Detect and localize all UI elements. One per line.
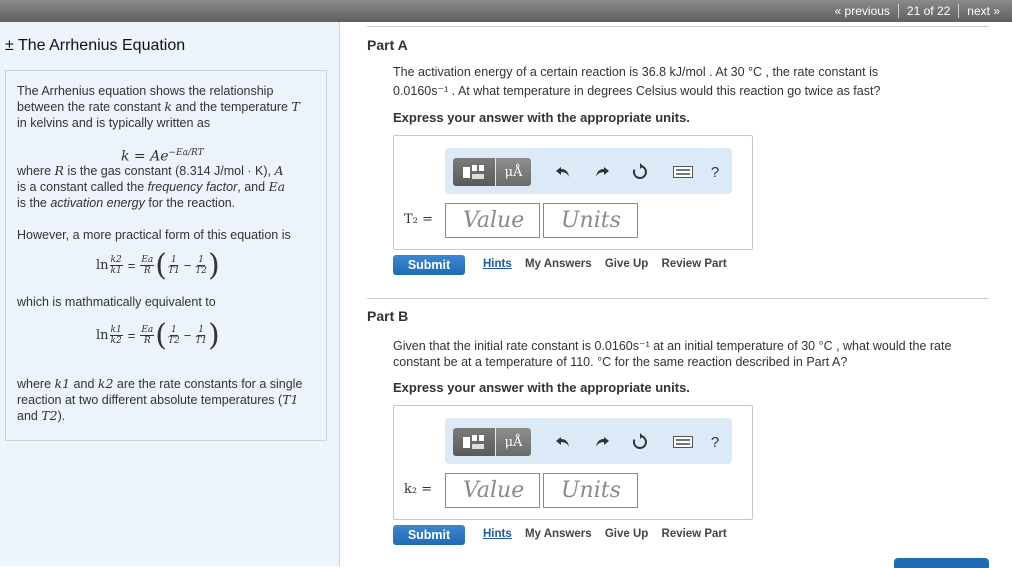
part-b-instructions: Express your answer with the appropriate units. <box>393 380 690 395</box>
continue-button-edge[interactable] <box>894 558 989 568</box>
templates-button[interactable] <box>453 158 495 186</box>
templates-button[interactable] <box>453 428 495 456</box>
submit-button[interactable]: Submit <box>393 525 465 545</box>
reset-icon[interactable] <box>629 428 651 456</box>
pager <box>827 2 1008 20</box>
value-input[interactable]: Value <box>445 203 540 238</box>
arrhenius-info-box <box>5 70 327 441</box>
info-line: and T2). <box>17 408 66 423</box>
part-b-question-line: constant be at a temperature of 110. °C for the same reaction described in Part A? <box>393 355 848 369</box>
give-up-link[interactable]: Give Up <box>604 528 649 540</box>
info-line: is a constant called the frequency factor, and Ea <box>17 179 286 194</box>
part-b-question-line: Given that the initial rate constant is 0.0160s⁻¹ at an initial temperature of 30 °C , what would the rate <box>393 339 952 353</box>
help-icon[interactable]: ? <box>710 433 720 451</box>
reset-icon[interactable] <box>629 158 651 186</box>
units-symbols-button[interactable]: μÅ <box>496 158 531 186</box>
my-answers-link[interactable]: My Answers <box>524 258 592 270</box>
submit-button[interactable]: Submit <box>393 255 465 275</box>
help-icon[interactable]: ? <box>710 163 720 181</box>
keyboard-icon[interactable] <box>672 158 694 186</box>
redo-icon[interactable] <box>592 428 612 456</box>
part-a-question-line: The activation energy of a certain reaction is 36.8 kJ/mol . At 30 °C , the rate constant is <box>393 65 879 79</box>
part-a-answer-box <box>393 135 753 250</box>
part-b-title: Part B <box>367 308 409 324</box>
value-input[interactable]: Value <box>445 473 540 508</box>
divider <box>367 26 989 27</box>
info-line: where k1 and k2 are the rate constants for a single <box>17 376 303 391</box>
part-b-actions <box>483 528 737 540</box>
undo-icon[interactable] <box>553 158 573 186</box>
part-a-title: Part A <box>367 37 408 53</box>
info-line: where R is the gas constant (8.314 J/mol · K), A <box>17 163 284 178</box>
units-input[interactable]: Units <box>543 473 638 508</box>
hints-link[interactable]: Hints <box>483 528 512 540</box>
review-part-link[interactable]: Review Part <box>661 258 727 270</box>
give-up-link[interactable]: Give Up <box>604 258 649 270</box>
my-answers-link[interactable]: My Answers <box>524 528 592 540</box>
templates-icon <box>461 163 487 181</box>
sidebar <box>0 22 340 566</box>
top-navigation-bar <box>0 0 1012 22</box>
part-a-actions <box>483 258 737 270</box>
math-toolbar <box>445 148 732 194</box>
divider <box>367 298 989 299</box>
answer-variable-label: T₂ = <box>404 212 433 227</box>
info-line: between the rate constant k and the temperature T <box>17 99 300 114</box>
two-point-equation: ln $\frac{k2}{k1}$ = $\frac{Ea}{R}$ ( $\frac{1}{T1}$ − $\frac{1}{T2}$ ) <box>96 247 220 283</box>
page-position: 21 of 22 <box>906 4 951 18</box>
part-a-instructions: Express your answer with the appropriate units. <box>393 110 690 125</box>
sidebar-title[interactable]: ± The Arrhenius Equation <box>5 37 186 54</box>
next-link[interactable]: next » <box>967 4 1000 18</box>
part-b-answer-box <box>393 405 753 520</box>
keyboard-icon[interactable] <box>672 428 694 456</box>
templates-icon <box>461 433 487 451</box>
info-line: reaction at two different absolute temperatures (T1 <box>17 392 299 407</box>
undo-icon[interactable] <box>553 428 573 456</box>
hints-link[interactable]: Hints <box>483 258 512 270</box>
math-toolbar <box>445 418 732 464</box>
part-a-question-line: 0.0160s⁻¹ . At what temperature in degrees Celsius would this reaction go twice as fast? <box>393 84 881 98</box>
answer-variable-label: k₂ = <box>404 482 433 497</box>
info-line: in kelvins and is typically written as <box>17 116 211 130</box>
info-line: The Arrhenius equation shows the relationship <box>17 84 274 98</box>
info-line: which is mathmatically equivalent to <box>17 295 216 309</box>
review-part-link[interactable]: Review Part <box>661 528 727 540</box>
info-line: is the activation energy for the reaction. <box>17 196 236 210</box>
units-symbols-button[interactable]: μÅ <box>496 428 531 456</box>
info-line: However, a more practical form of this equation is <box>17 228 291 242</box>
units-input[interactable]: Units <box>543 203 638 238</box>
arrhenius-equation: $k = Ae^{-Ea/RT}$ <box>121 148 204 165</box>
redo-icon[interactable] <box>592 158 612 186</box>
equivalent-equation: ln $\frac{k1}{k2}$ = $\frac{Ea}{R}$ ( $\frac{1}{T2}$ − $\frac{1}{T1}$ ) <box>96 317 220 353</box>
previous-link[interactable]: « previous <box>834 4 890 18</box>
